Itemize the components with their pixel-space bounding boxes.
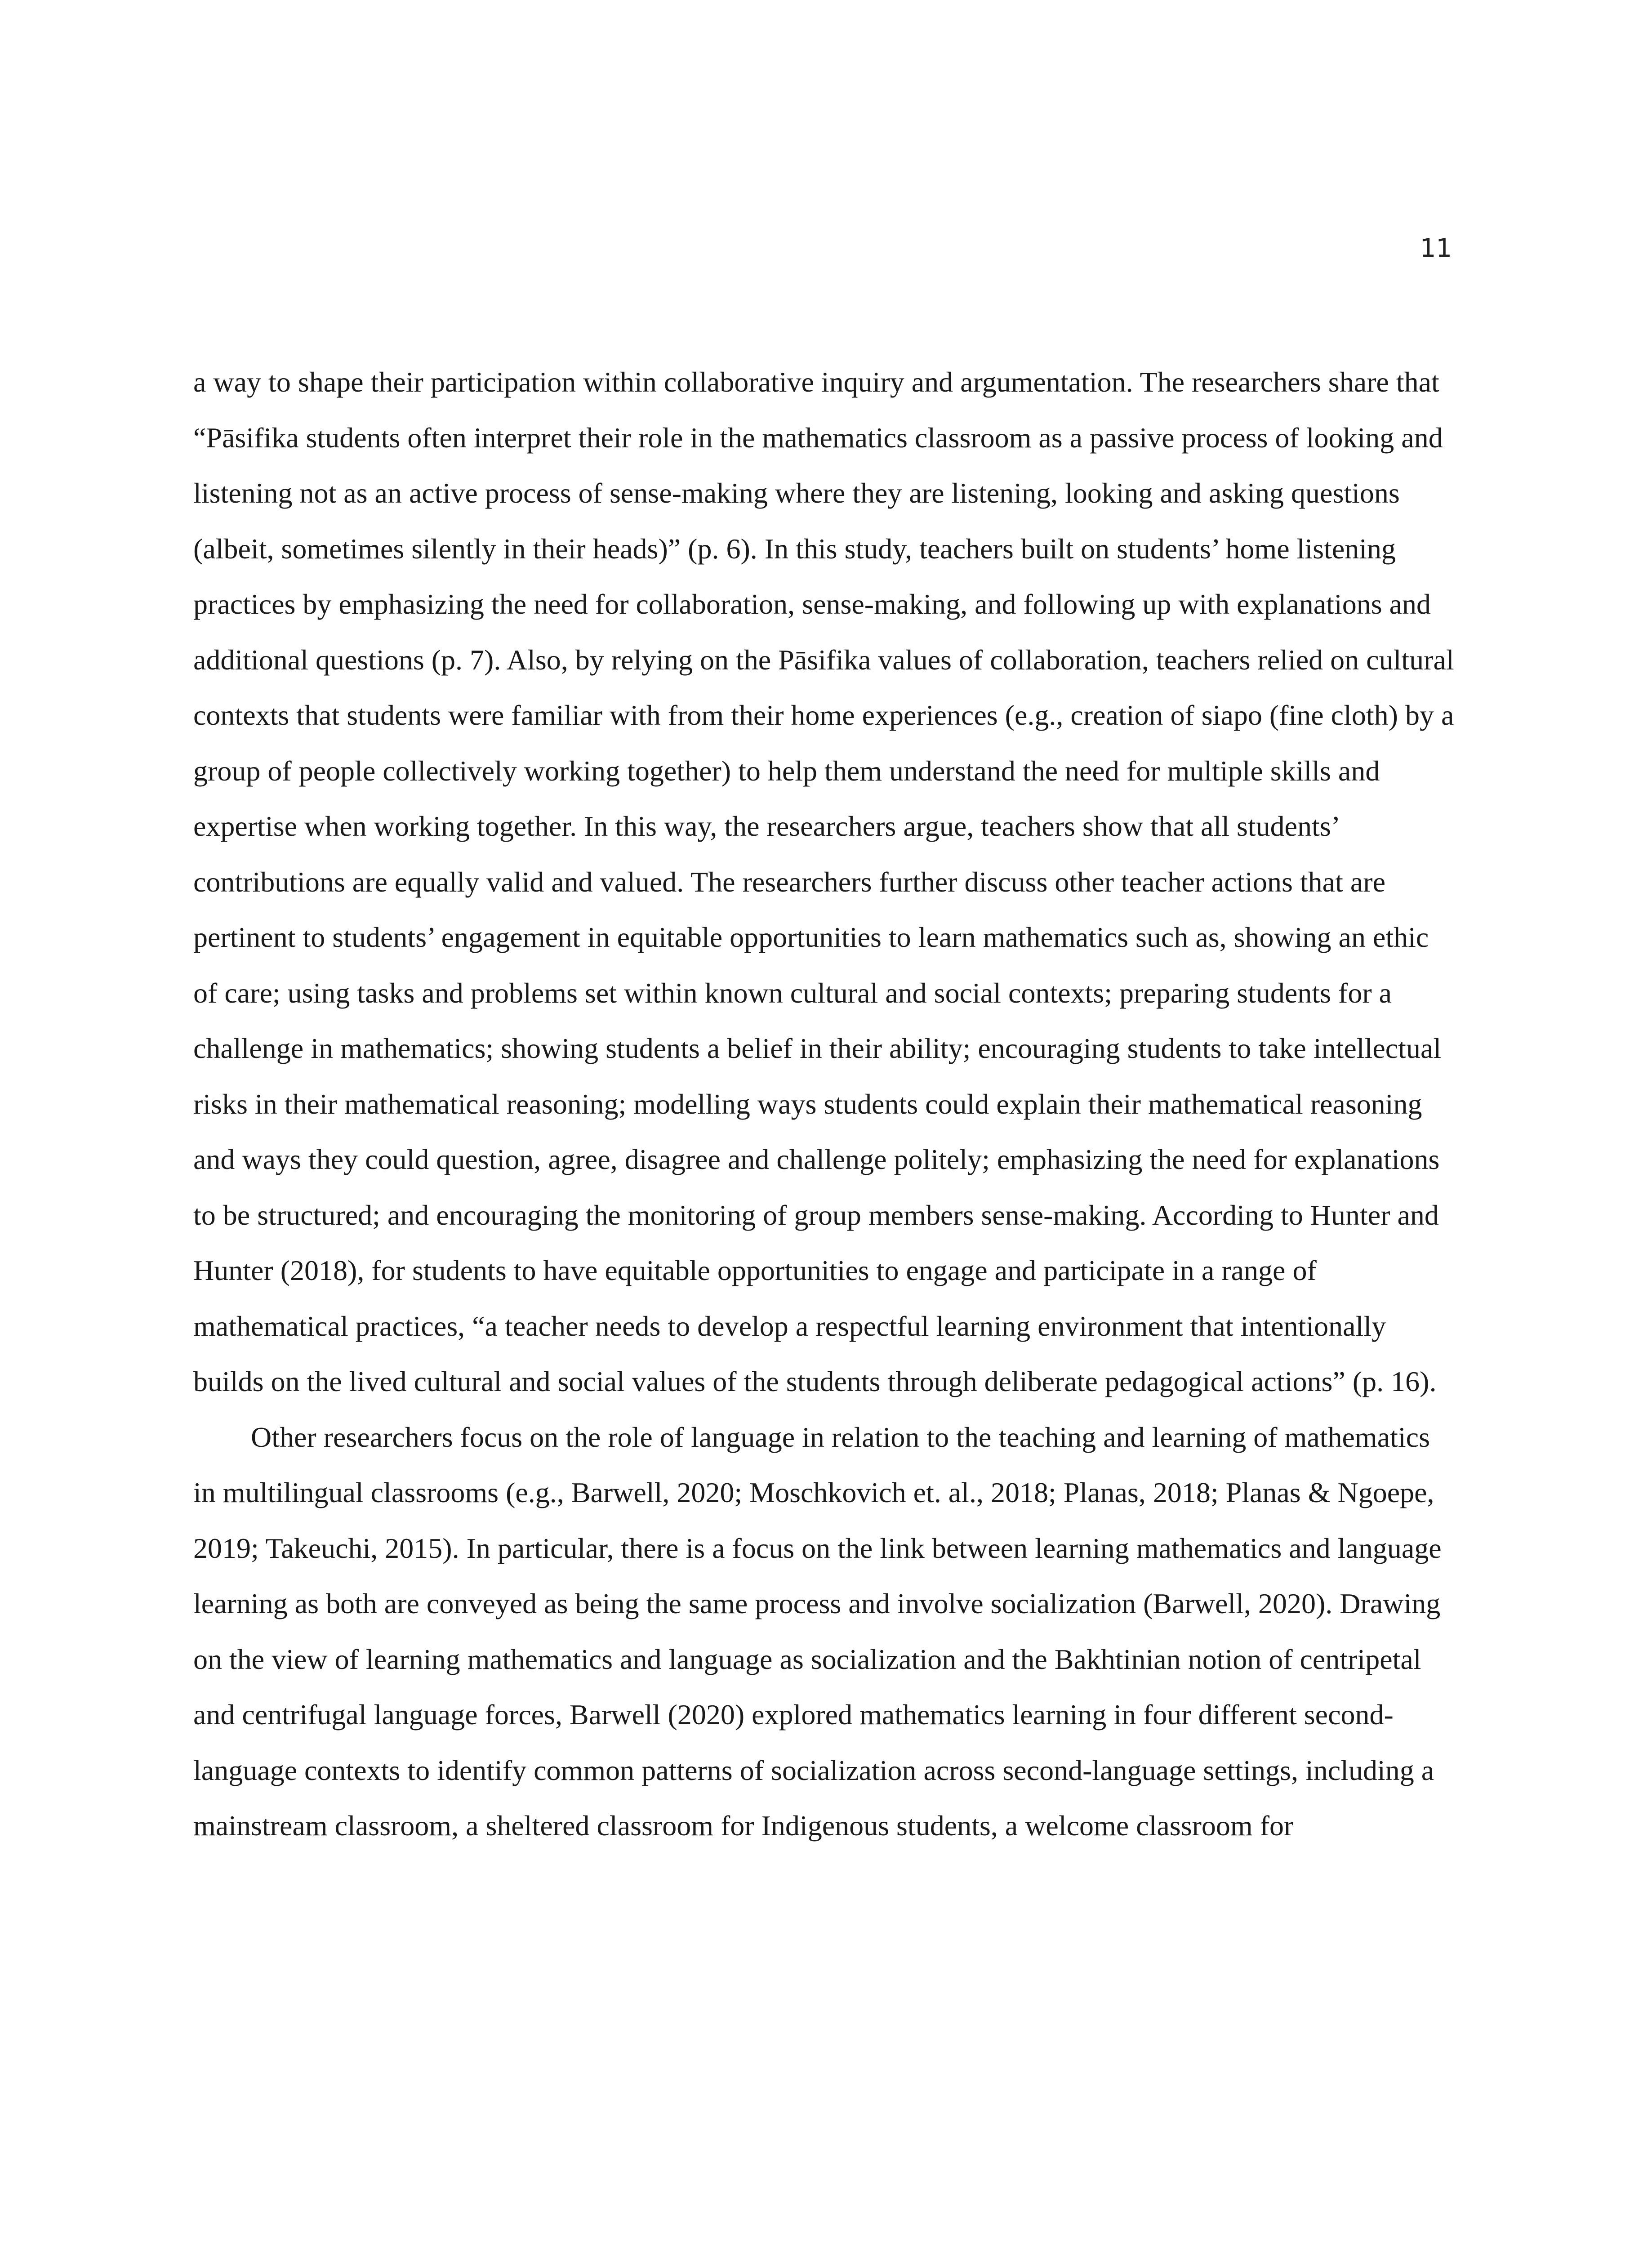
body-text bbox=[193, 354, 1457, 1854]
paragraph-continuation: a way to shape their participation within collaborative inquiry and argumentation. The researchers share that “Pāsifika students often interpret their role in the mathematics classroom as a passive process of looking and listening not as an active process of sense-making where they are listening, looking and asking questions (albeit, sometimes silently in their heads)” (p. 6). In this study, teachers built on students’ home listening practices by emphasizing the need for collaboration, sense-making, and following up with explanations and additional questions (p. 7). Also, by relying on the Pāsifika values of collaboration, teachers relied on cultural contexts that students were familiar with from their home experiences (e.g., creation of siapo (fine cloth) by a group of people collectively working together) to help them understand the need for multiple skills and expertise when working together. In this way, the researchers argue, teachers show that all students’ contributions are equally valid and valued. The researchers further discuss other teacher actions that are pertinent to students’ engagement in equitable opportunities to learn mathematics such as, showing an ethic of care; using tasks and problems set within known cultural and social contexts; preparing students for a challenge in mathematics; showing students a belief in their ability; encouraging students to take intellectual risks in their mathematical reasoning; modelling ways students could explain their mathematical reasoning and ways they could question, agree, disagree and challenge politely; emphasizing the need for explanations to be structured; and encouraging the monitoring of group members sense-making. According to Hunter and Hunter (2018), for students to have equitable opportunities to engage and participate in a range of mathematical practices, “a teacher needs to develop a respectful learning environment that intentionally builds on the lived cultural and social values of the students through deliberate pedagogical actions” (p. 16). bbox=[193, 366, 1454, 1397]
page-number: 11 bbox=[1420, 234, 1452, 263]
paragraph-language-research: Other researchers focus on the role of language in relation to the teaching and learning of mathematics in multilingual classrooms (e.g., Barwell, 2020; Moschkovich et. al., 2018; Planas, 2018; Planas & Ngoepe, 2019; Takeuchi, 2015). In particular, there is a focus on the link between learning mathematics and language learning as both are conveyed as being the same process and involve socialization (Barwell, 2020). Drawing on the view of learning mathematics and language as socialization and the Bakhtinian notion of centripetal and centrifugal language forces, Barwell (2020) explored mathematics learning in four different second-language contexts to identify common patterns of socialization across second-language settings, including a mainstream classroom, a sheltered classroom for Indigenous students, a welcome classroom for bbox=[193, 1421, 1442, 1842]
